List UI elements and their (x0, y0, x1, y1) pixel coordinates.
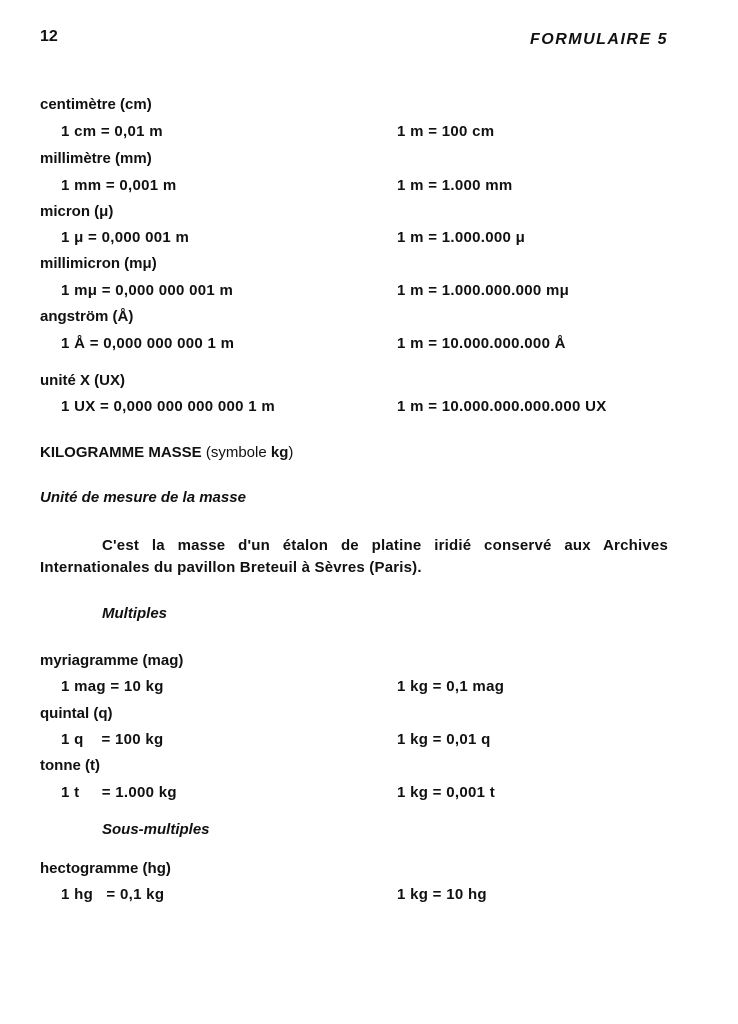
page-number: 12 (40, 28, 58, 45)
multiples-heading: Multiples (102, 605, 168, 622)
conversion-left: 1 μ = 0,000 001 m (61, 229, 190, 246)
unit-name-hectogramme: hectogramme (hg) (40, 860, 171, 877)
conversion-left: 1 UX = 0,000 000 000 000 1 m (61, 398, 275, 415)
conversion-right: 1 kg = 0,01 q (397, 731, 491, 748)
conversion-left: 1 hg = 0,1 kg (61, 886, 165, 903)
conversion-left: 1 mm = 0,001 m (61, 177, 177, 194)
unit-name-millimicron: millimicron (mμ) (40, 255, 157, 272)
section-subtitle: Unité de mesure de la masse (40, 489, 246, 506)
conversion-right: 1 kg = 0,1 mag (397, 678, 505, 695)
submultiples-heading: Sous-multiples (102, 821, 210, 838)
conversion-right: 1 m = 10.000.000.000.000 UX (397, 398, 607, 415)
conversion-left: 1 mμ = 0,000 000 001 m (61, 282, 234, 299)
conversion-right: 1 kg = 10 hg (397, 886, 487, 903)
conversion-left: 1 Å = 0,000 000 000 1 m (61, 335, 235, 352)
conversion-right: 1 m = 1.000.000.000 mμ (397, 282, 570, 299)
symbol-suffix: ) (288, 444, 294, 461)
symbol-value: kg (270, 444, 289, 461)
definition-paragraph (40, 535, 668, 579)
section-title-kilogramme (40, 444, 293, 461)
paragraph-text: C'est la masse d'un étalon de platine iridié conservé aux Archives Internationales du pavillon Breteuil à Sèvres (Paris). (40, 537, 668, 576)
unit-name-angstrom: angström (Å) (40, 308, 134, 325)
unit-name-myriagramme: myriagramme (mag) (40, 652, 184, 669)
conversion-left: 1 t = 1.000 kg (61, 784, 177, 801)
section-symbol (206, 444, 294, 461)
unit-name-tonne: tonne (t) (40, 757, 100, 774)
unit-name-quintal: quintal (q) (40, 705, 113, 722)
conversion-left: 1 mag = 10 kg (61, 678, 164, 695)
conversion-right: 1 m = 10.000.000.000 Å (397, 335, 566, 352)
conversion-right: 1 m = 100 cm (397, 123, 495, 140)
conversion-left: 1 q = 100 kg (61, 731, 164, 748)
conversion-left: 1 cm = 0,01 m (61, 123, 163, 140)
unit-name-micron: micron (μ) (40, 203, 114, 220)
conversion-right: 1 m = 1.000.000 μ (397, 229, 526, 246)
unit-name-centimetre: centimètre (cm) (40, 96, 152, 113)
conversion-right: 1 kg = 0,001 t (397, 784, 496, 801)
section-title-text: KILOGRAMME MASSE (40, 444, 202, 461)
unit-name-unite-x: unité X (UX) (40, 372, 125, 389)
conversion-right: 1 m = 1.000 mm (397, 177, 513, 194)
symbol-prefix: (symbole (205, 444, 271, 461)
unit-name-millimetre: millimètre (mm) (40, 150, 152, 167)
running-title: FORMULAIRE 5 (530, 31, 668, 48)
